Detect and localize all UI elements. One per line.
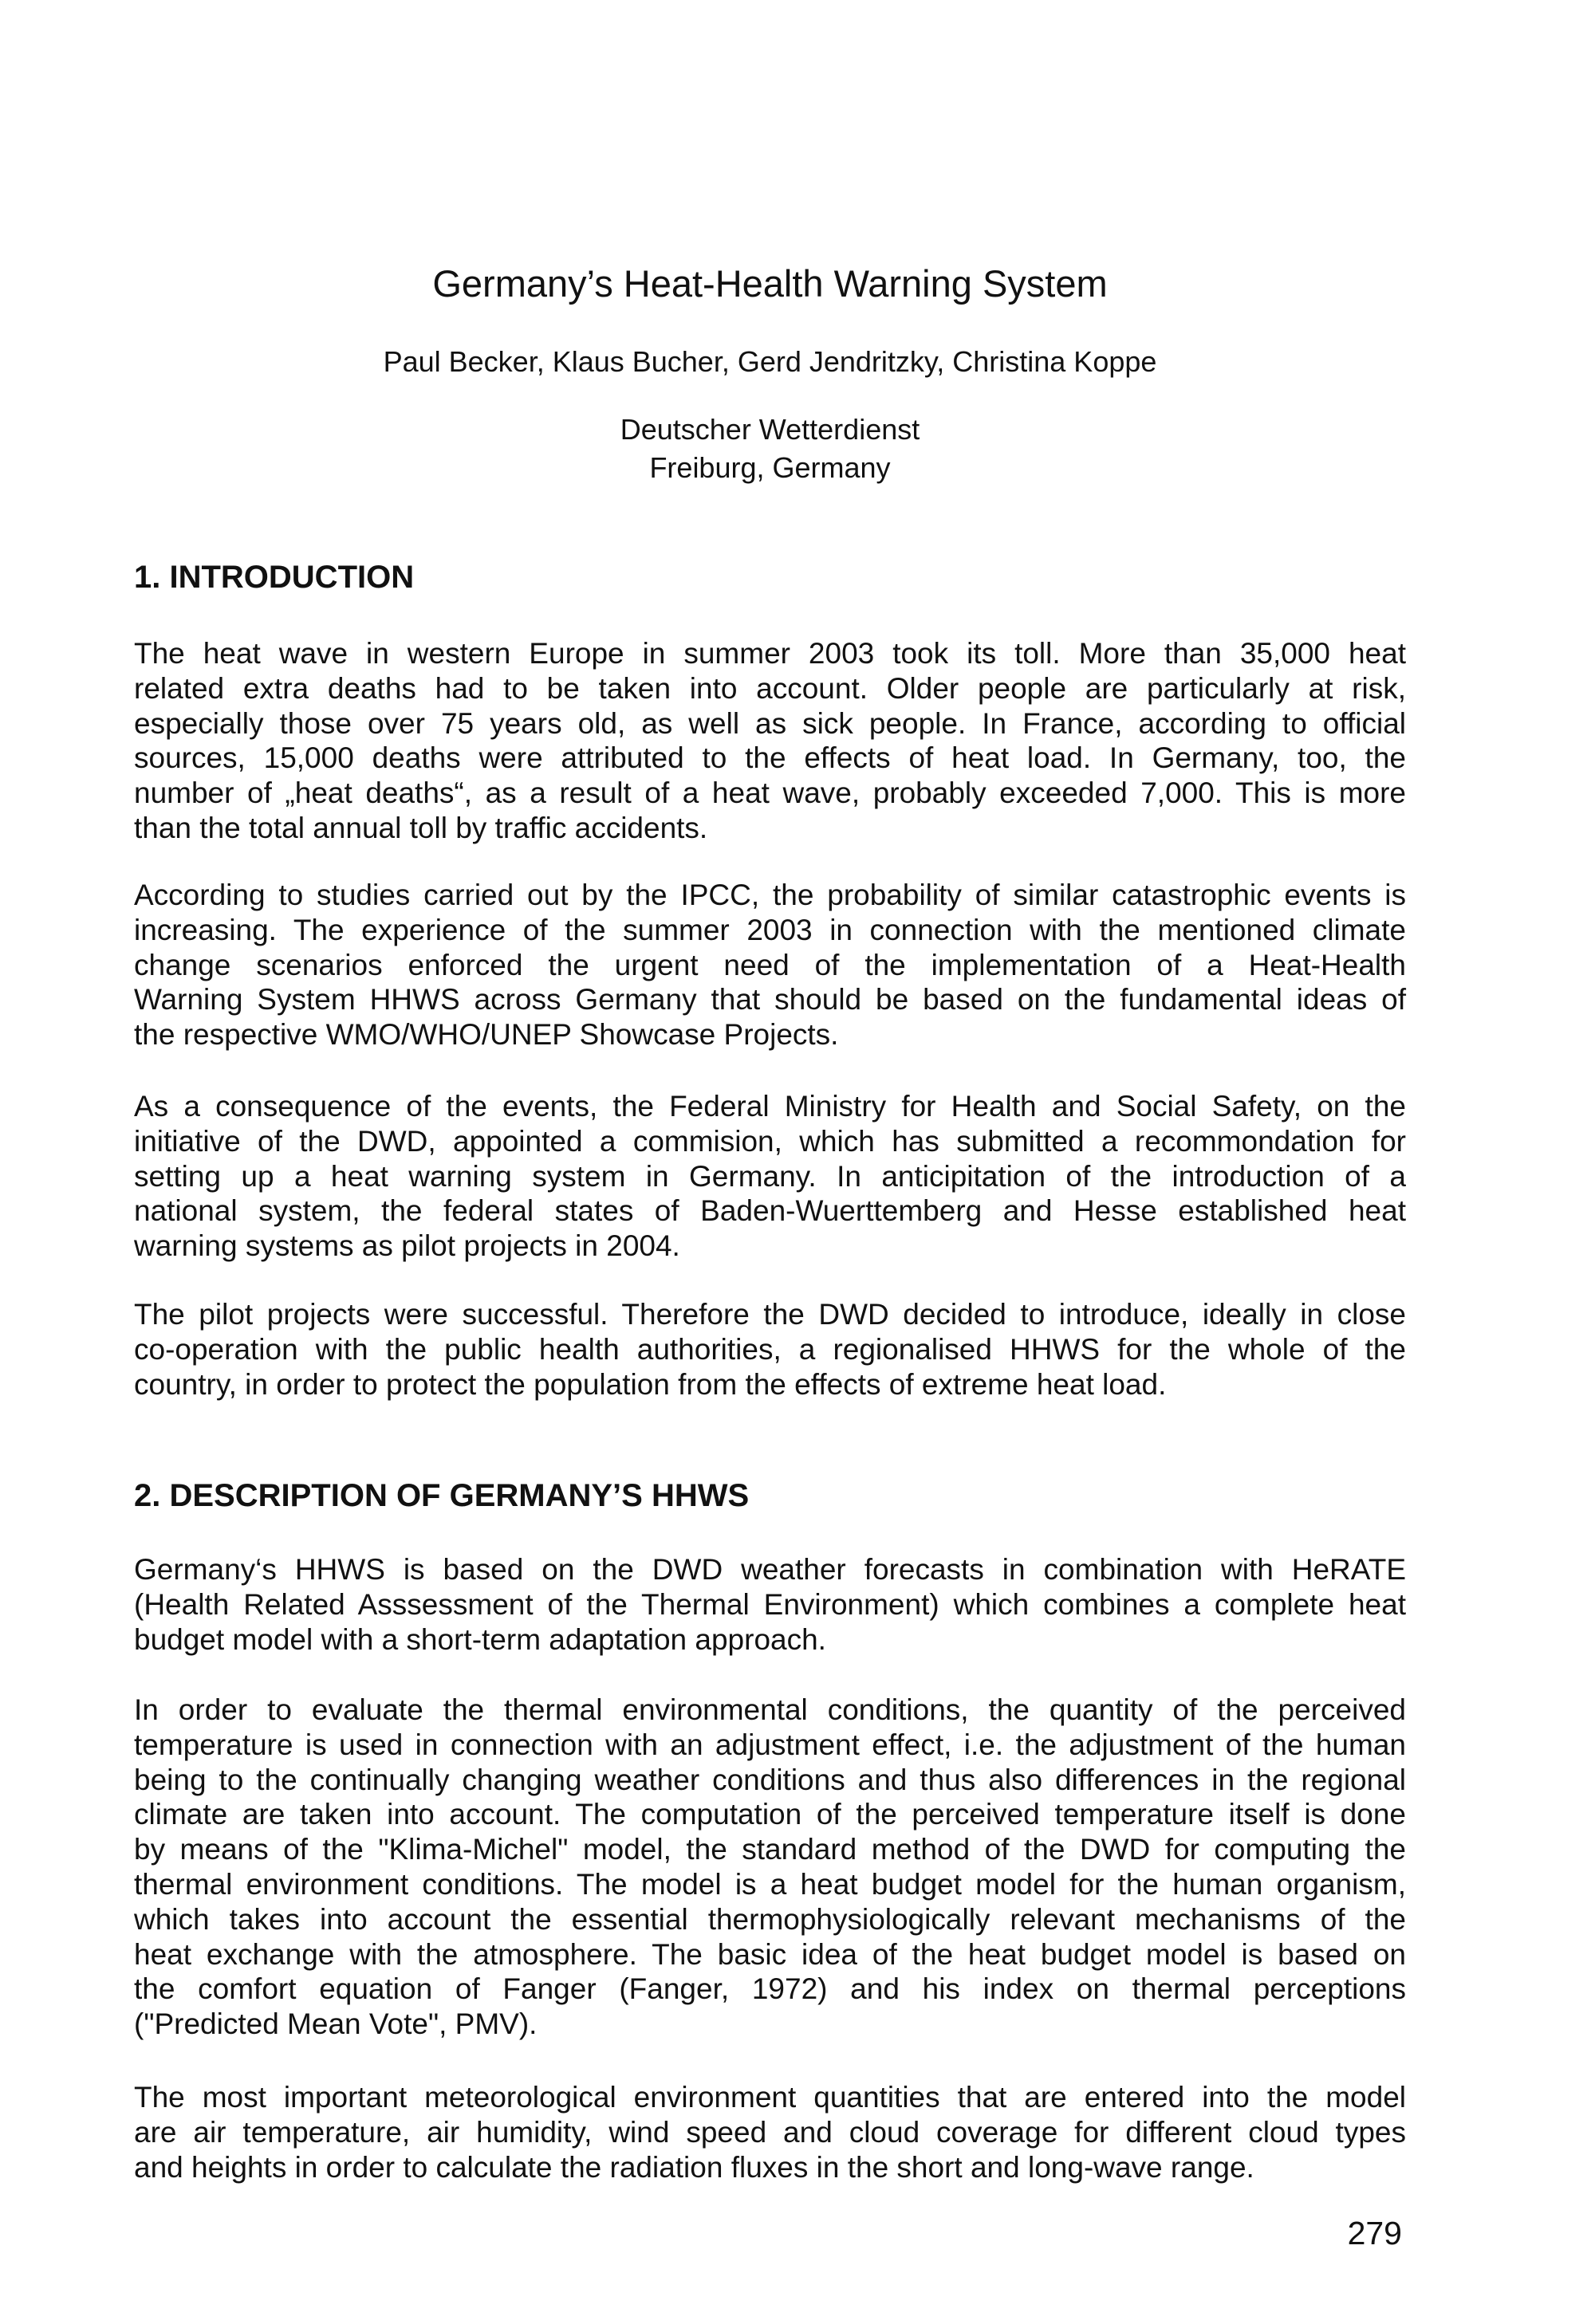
text-line: Germany‘s HHWS is based on the DWD weather forecasts in combination with HeRATE (134, 1553, 1406, 1586)
paragraph (134, 1297, 1406, 1402)
paper-title: Germany’s Heat-Health Warning System (432, 262, 1108, 305)
text-line: the comfort equation of Fanger (Fanger, 1972) and his index on thermal perceptions (134, 1972, 1406, 2006)
text-line: thermal environment conditions. The model is a heat budget model for the human organism, (134, 1867, 1406, 1901)
paragraph (134, 1693, 1406, 2042)
text-line: and heights in order to calculate the radiation fluxes in the short and long-wave range. (134, 2150, 1254, 2184)
paragraph (134, 878, 1406, 1052)
text-line: than the total annual toll by traffic accidents. (134, 811, 708, 844)
text-line: by means of the "Klima-Michel" model, the standard method of the DWD for computing the (134, 1833, 1406, 1866)
text-line: warning systems as pilot projects in 2004. (134, 1229, 680, 1263)
text-line: As a consequence of the events, the Federal Ministry for Health and Social Safety, on the (134, 1090, 1406, 1123)
text-line: being to the continually changing weather conditions and thus also differences in the regional (134, 1763, 1406, 1796)
text-line: The most important meteorological environment quantities that are entered into the model (134, 2081, 1406, 2114)
text-line: setting up a heat warning system in Germany. In anticipitation of the introduction of a (134, 1159, 1406, 1193)
text-line: According to studies carried out by the IPCC, the probability of similar catastrophic events is (134, 879, 1406, 911)
text-line: climate are taken into account. The computation of the perceived temperature itself is done (134, 1798, 1406, 1831)
text-line: The pilot projects were successful. Therefore the DWD decided to introduce, ideally in close (134, 1298, 1406, 1331)
affiliation (134, 411, 1406, 487)
text-line: related extra deaths had to be taken into account. Older people are particularly at risk, (134, 671, 1406, 705)
paragraph (134, 1552, 1406, 1657)
text-line: budget model with a short-term adaptation approach. (134, 1622, 826, 1656)
text-line: increasing. The experience of the summer 2003 in connection with the mentioned climate (134, 913, 1406, 946)
text-line: country, in order to protect the population from the effects of extreme heat load. (134, 1367, 1167, 1401)
author-list: Paul Becker, Klaus Bucher, Gerd Jendritzky, Christina Koppe (383, 345, 1157, 378)
text-line: ("Predicted Mean Vote", PMV). (134, 2007, 538, 2041)
text-line: heat exchange with the atmosphere. The basic idea of the heat budget model is based on (134, 1937, 1406, 1971)
text-line: national system, the federal states of Baden-Wuerttemberg and Hesse established heat (134, 1194, 1406, 1228)
text-line: are air temperature, air humidity, wind speed and cloud coverage for different cloud types (134, 2115, 1406, 2149)
text-line: which takes into account the essential thermophysiologically relevant mechanisms of the (134, 1902, 1406, 1936)
text-line: change scenarios enforced the urgent need of the implementation of a Heat-Health (134, 948, 1406, 981)
affiliation-institution: Deutscher Wetterdienst (620, 413, 920, 446)
text-line: initiative of the DWD, appointed a commision, which has submitted a recommondation for (134, 1124, 1406, 1158)
paragraph (134, 636, 1406, 846)
text-line: sources, 15,000 deaths were attributed to the effects of heat load. In Germany, too, the (134, 741, 1406, 775)
text-line: (Health Related Asssessment of the Thermal Environment) which combines a complete heat (134, 1587, 1406, 1621)
text-line: The heat wave in western Europe in summer 2003 took its toll. More than 35,000 heat (134, 637, 1406, 670)
text-line: Warning System HHWS across Germany that should be based on the fundamental ideas of (134, 983, 1406, 1017)
page-number: 279 (1347, 2215, 1402, 2251)
affiliation-location: Freiburg, Germany (649, 451, 891, 484)
text-line: number of „heat deaths“, as a result of a heat wave, probably exceeded 7,000. This is more (134, 777, 1406, 810)
text-line: especially those over 75 years old, as well as sick people. In France, according to official (134, 706, 1406, 740)
section-heading-description: 2. DESCRIPTION OF GERMANY’S HHWS (134, 1478, 750, 1513)
paragraph (134, 2080, 1406, 2184)
paragraph (134, 1089, 1406, 1264)
text-line: In order to evaluate the thermal environmental conditions, the quantity of the perceived (134, 1693, 1406, 1726)
text-line: co-operation with the public health authorities, a regionalised HHWS for the whole of the (134, 1332, 1406, 1366)
text-line: temperature is used in connection with an adjustment effect, i.e. the adjustment of the human (134, 1728, 1406, 1761)
section-heading-introduction: 1. INTRODUCTION (134, 560, 415, 595)
text-line: the respective WMO/WHO/UNEP Showcase Projects. (134, 1018, 839, 1052)
